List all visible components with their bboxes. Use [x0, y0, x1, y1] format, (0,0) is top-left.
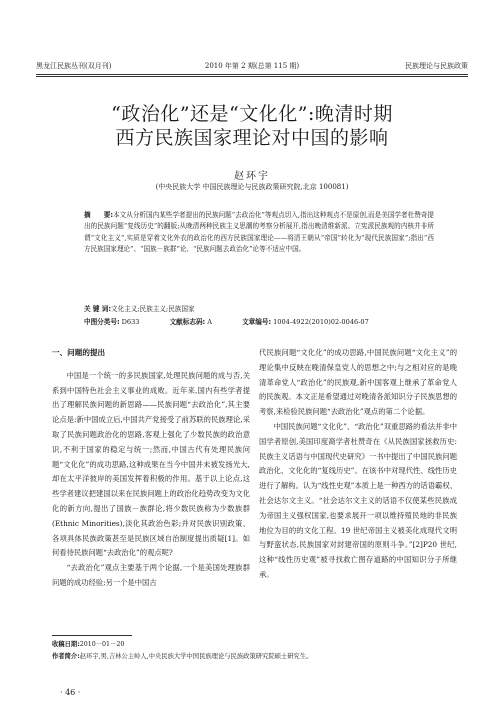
keywords: [84, 304, 434, 315]
article-id: 1004-4922(2010)02-0046-07: [273, 318, 369, 326]
received-date: 2010－01－20: [79, 641, 125, 648]
author-info: 赵环宇,男,吉林公主岭人,中央民族大学中国民族理论与民族政策研究院硕士研究生。: [79, 653, 313, 660]
page-number: · 46 ·: [60, 688, 81, 697]
doc-code: A: [207, 318, 212, 326]
author-info-label: 作者简介:: [52, 653, 80, 660]
running-header: [36, 59, 468, 73]
body-column-right: [259, 346, 457, 583]
body-column-left: [52, 346, 250, 591]
article-id-label: 文章编号:: [242, 318, 272, 326]
article-title-line-1: “政治化”还是“文化化”:晚清时期: [111, 103, 393, 125]
paragraph: 代民族问题“文化化”的成功思路,中国民族问题“文化主义”的理论集中反映在晚清保皇党人的思想之中;与之相对应的是晚清革命党人“政治化”的民族观,新中国客观上继承了革命党人的民族观。本文正是希望通过对晚清各派知识分子民族思想的考察,来检验民族问题“去政治化”观点的第二个论据。: [259, 348, 457, 417]
header-issue: 2010 年第 2 期(总第 115 期): [204, 62, 300, 70]
abstract-text: 本文从分析国内某些学者提出的民族问题“去政治化”等观点切入,指出这种观点不是原创,而是美国学者杜赞奇提出的民族问题“复线历史”的翻版;从晚清两种民族主义思潮的考察分析展开,指出晚清维新派、立宪派民族观的内核并非所谓“文化主义”,实质是穿着文化外衣的政治化的西方民族国家理论——将清王朝从“帝国”转化为“现代民族国家”;指出“西方民族国家理论”、“国族－族群”论、“民族问题去政治化”论等不适应中国。: [84, 211, 434, 254]
author-name: 赵环宇: [234, 171, 270, 182]
paragraph: “去政治化”观点主要基于两个论据,一个是美国处理族群问题的成功经验;另一个是中国古: [52, 563, 250, 587]
keywords-text: 文化主义;民族主义;民族国家: [111, 305, 195, 313]
section-heading: 一、问题的提出: [52, 348, 106, 357]
article-id-group: [242, 318, 383, 326]
footnote-rule: [52, 635, 132, 636]
article-title-line-2: 西方民族国家理论对中国的影响: [115, 127, 389, 149]
clc-label: 中图分类号:: [84, 318, 120, 326]
header-section: 民族理论与民族政策: [405, 62, 468, 70]
doc-code-label: 文献标志码:: [169, 318, 206, 326]
paragraph: 中国民族问题“文化化”、“政治化”双重思路的看法并非中国学者原创,美国印度裔学者杜赞奇在《从民族国家拯救历史:民族主义话语与中国现代史研究》一书中提出了中国民族问题政治化、文化化的“复线历史”。在该书中对现代性、线性历史进行了解构。认为“线性史观”本质上是一种西方的话语霸权、社会达尔文主义。“社会达尔文主义的话语不仅使某些民族成为帝国主义强权国家,也要求展开一项以维持殖民地的非民族地位为目的的文化工程。19 世纪帝国主义被美化成现代文明与野蛮状态,民族国家对封建帝国的原则斗争。”[2]P20 世纪,这种“线性历史观”被寻找救亡图存道路的中国知识分子所继承。: [259, 421, 457, 579]
footnote-author: [52, 652, 464, 662]
abstract: [84, 210, 434, 256]
clc-group: [84, 318, 153, 326]
footnote-received: [52, 640, 464, 650]
paragraph: 中国是一个统一的多民族国家,处理民族问题的成与否,关系到中国特色社会主义事业的成败。近年来,国内有些学者提出了理解民族问题的新思路——民族问题“去政治化”,其主要论点是:新中国成立后,中国共产党接受了前苏联的民族理论,采取了民族问题政治化的思路,客观上强化了少数民族的政治意识,不利于国家的稳定与统一;然而,中国古代有处理民族问题“文化化”的成功思路,这种成果在当今中国并未被发扬光大,却在太平洋彼岸的美国发挥着积极的作用。基于以上论点,这些学者建议把建国以来在民族问题上的政治化趋势改变为文化化的新方向,提出了国族－族群论,将少数民族称为少数族群(Ethnic Minorities),淡化其政治色彩;并对民族识别政策、各项具体民族政策甚至是民族区域自治制度提出质疑[1]。如何看待民族问题“去政治化”的观点呢?: [52, 370, 250, 558]
author-affiliation: (中央民族大学 中国民族理论与民族政策研究院,北京 100081): [155, 183, 349, 191]
keywords-label: 关 键 词:: [84, 305, 112, 313]
received-label: 收稿日期:: [52, 641, 80, 648]
classification-line: [84, 317, 444, 328]
doc-code-group: [170, 318, 226, 326]
abstract-label: 摘 要:: [84, 211, 114, 219]
clc-code: D633: [121, 318, 140, 326]
header-rule: [36, 74, 468, 77]
header-journal: 黑龙江民族丛刊(双月刊): [36, 62, 112, 70]
